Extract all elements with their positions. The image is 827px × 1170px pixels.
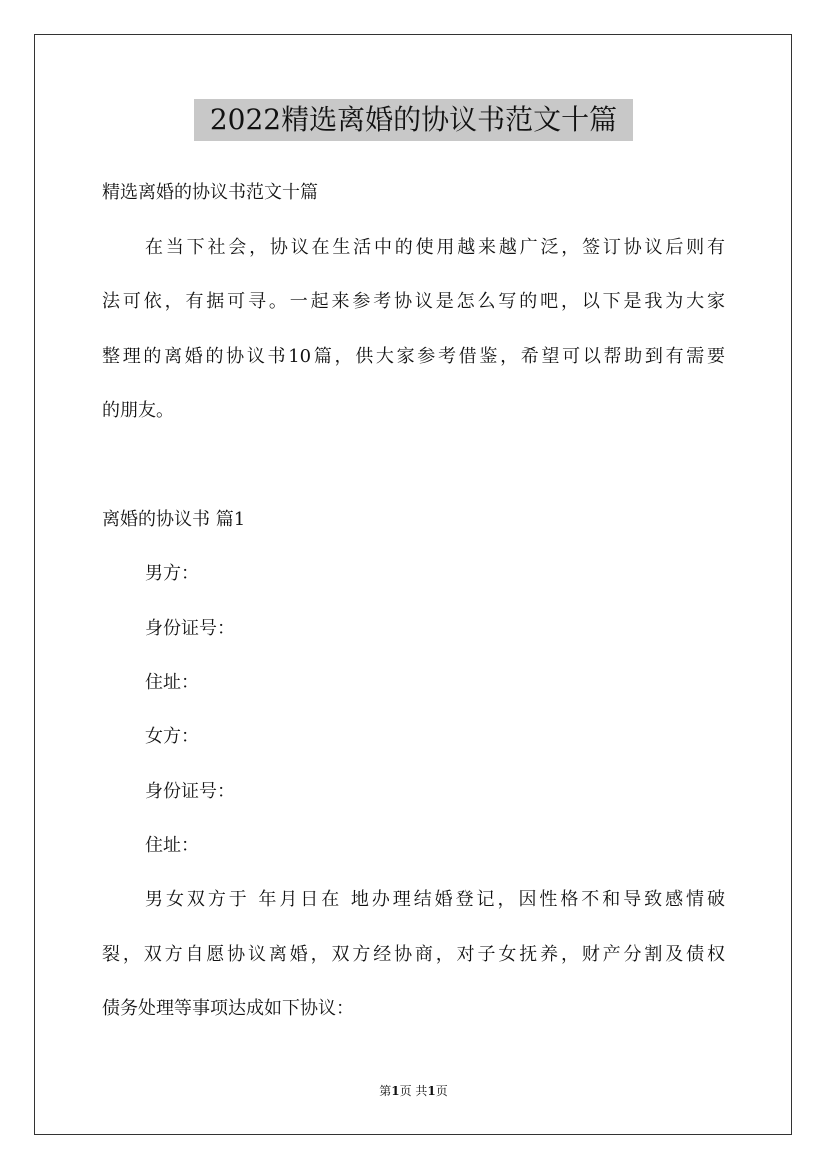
footer-total-suffix: 页: [435, 1084, 448, 1098]
footer-page-suffix: 页 共: [399, 1084, 428, 1098]
female-address-field: 住址：: [145, 835, 199, 856]
body-line-3: 债务处理等事项达成如下协议：: [102, 998, 354, 1019]
female-field: 女方：: [145, 726, 199, 747]
body-line-2: 裂，双方自愿协议离婚，双方经协商，对子女抚养，财产分割及债权: [102, 944, 725, 965]
male-id-field: 身份证号：: [145, 618, 235, 639]
intro-line-4: 的朋友。: [102, 400, 174, 421]
female-id-field: 身份证号：: [145, 781, 235, 802]
footer-total-pages: 1: [427, 1084, 436, 1098]
footer-page-prefix: 第: [379, 1084, 392, 1098]
intro-line-2: 法可依，有据可寻。一起来参考协议是怎么写的吧，以下是我为大家: [102, 291, 725, 312]
page-footer: [0, 1082, 827, 1100]
intro-line-1: 在当下社会，协议在生活中的使用越来越广泛，签订协议后则有: [145, 237, 725, 258]
intro-line-3: 整理的离婚的协议书10篇，供大家参考借鉴，希望可以帮助到有需要: [102, 346, 725, 367]
body-line-1: 男女双方于 年月日在 地办理结婚登记，因性格不和导致感情破: [145, 889, 725, 910]
section-heading: 离婚的协议书 篇1: [102, 509, 246, 530]
male-address-field: 住址：: [145, 672, 199, 693]
document-title: 2022精选离婚的协议书范文十篇: [194, 99, 633, 141]
footer-page-number: 1: [391, 1084, 400, 1098]
male-field: 男方：: [145, 563, 199, 584]
document-subtitle: 精选离婚的协议书范文十篇: [102, 182, 318, 203]
